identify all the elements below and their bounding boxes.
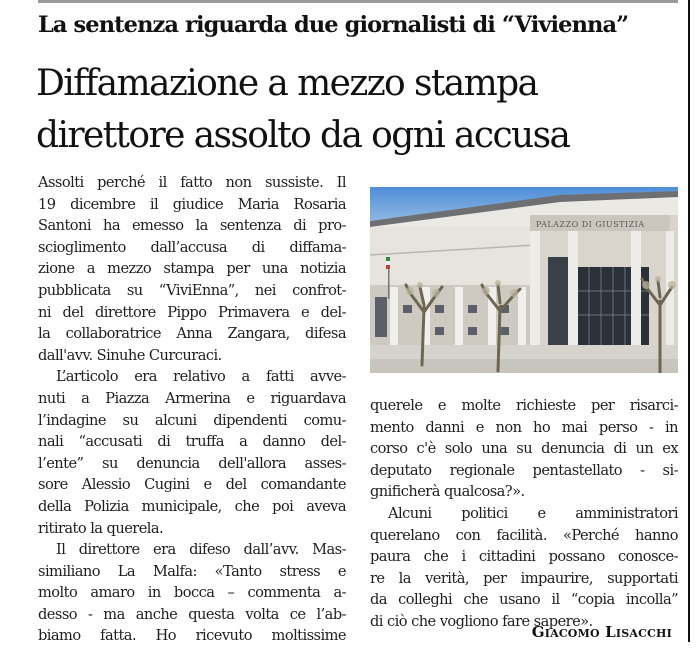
headline bbox=[36, 58, 686, 162]
top-rule bbox=[38, 0, 678, 3]
text-line: similiano La Malfa: «Tanto stress e bbox=[38, 562, 346, 580]
headline-line: Diffamazione a mezzo stampa bbox=[36, 63, 538, 104]
text-line: di ciò che vogliono fare sapere». bbox=[370, 612, 593, 630]
headline-line: direttore assolto da ogni accusa bbox=[36, 115, 570, 156]
text-line: pubblicata su “ViviEnna”, nei confrot- bbox=[38, 281, 346, 299]
text-line: biamo fatta. Ho ricevuto moltissime bbox=[38, 627, 346, 645]
text-line: L’articolo era relativo a fatti avve- bbox=[56, 368, 346, 386]
text-line: l’ente” su denuncia dell'allora asses- bbox=[38, 454, 346, 472]
text-line: molto amaro in bocca – commenta a- bbox=[38, 584, 346, 602]
svg-text:PALAZZO DI GIUSTIZIA: PALAZZO DI GIUSTIZIA bbox=[536, 220, 645, 229]
kicker: La sentenza riguarda due giornalisti di “Vivienna” bbox=[38, 12, 629, 38]
courthouse-photo bbox=[370, 187, 678, 373]
article-column-left bbox=[38, 172, 346, 647]
text-line: Assolti perché il fatto non sussiste. Il bbox=[38, 174, 346, 191]
text-line: ni del direttore Pippo Primavera e del- bbox=[38, 303, 346, 321]
text-line: desso - ma anche questa volta ce l’ab- bbox=[38, 605, 346, 623]
text-line: gnificherà qualcosa?». bbox=[370, 483, 525, 501]
author-byline: Giacomo Lisacchi bbox=[531, 623, 672, 641]
text-line: della Polizia municipale, che poi aveva bbox=[38, 497, 346, 515]
text-line: sore Alessio Cugini e del comandante bbox=[38, 476, 346, 494]
text-line: Alcuni politici e amministratori bbox=[388, 504, 678, 522]
text-line: corso c'è solo una su denuncia di un ex bbox=[370, 440, 678, 458]
text-line: Il direttore era difeso dall’avv. Mas- bbox=[56, 541, 346, 559]
text-line: la collaboratrice Anna Zangara, difesa bbox=[38, 325, 346, 343]
text-line: da colleghi che usano il “copia incolla” bbox=[370, 591, 678, 609]
text-line: scioglimento dall’accusa di diffama- bbox=[38, 238, 346, 256]
building-image bbox=[370, 187, 678, 373]
text-line: nuti a Piazza Armerina e riguardava bbox=[38, 389, 346, 407]
text-line: nali “accusati di truffa a danno del- bbox=[38, 433, 346, 451]
text-line: dall'avv. Sinuhe Curcuraci. bbox=[38, 346, 222, 364]
text-line: querele e molte richieste per risarci- bbox=[370, 397, 678, 414]
text-line: l’indagine su alcuni dipendenti comu- bbox=[38, 411, 346, 429]
text-line: ritirato la querela. bbox=[38, 519, 164, 537]
text-line: deputato regionale pentastellato - si- bbox=[370, 461, 678, 479]
column-divider bbox=[688, 0, 690, 642]
text-line: re la verità, per impaurire, supportati bbox=[370, 569, 678, 587]
article-column-right bbox=[370, 395, 678, 633]
text-line: mento danni e non ho mai perso - in bbox=[370, 418, 678, 436]
text-line: querelano con facilità. «Perché hanno bbox=[370, 526, 678, 544]
text-line: Santoni ha emesso la sentenza di pro- bbox=[38, 217, 346, 235]
text-line: zione a mezzo stampa per una notizia bbox=[38, 260, 346, 278]
text-line: 19 dicembre il giudice Maria Rosaria bbox=[38, 195, 346, 213]
text-line: paura che i cittadini possano conosce- bbox=[370, 548, 678, 566]
